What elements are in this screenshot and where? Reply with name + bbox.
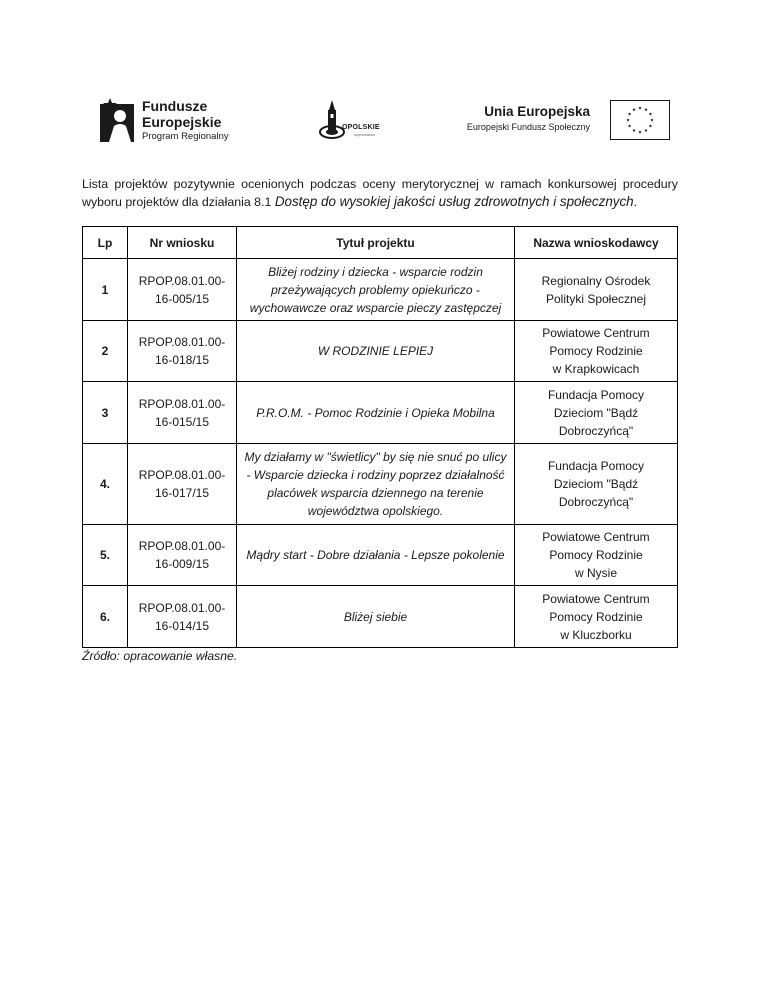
cell-applicant <box>515 382 678 444</box>
ue-line1: Unia Europejska <box>484 104 590 119</box>
applicant-line2: Polityki Społecznej <box>545 291 647 306</box>
table-row <box>83 321 678 382</box>
cell-title: My działamy w "świetlicy" by się nie snuć po ulicy - Wsparcie dziecka i rodziny poprzez działalność placówek wsparcia dziennego na terenie województwa opolskiego. <box>237 444 515 525</box>
cell-nr-wniosku <box>128 321 237 382</box>
table-row <box>83 259 678 321</box>
applicant-line3: Dobroczyńcą" <box>558 423 634 438</box>
intro-text: Lista projektów pozytywnie ocenionych podczas oceny merytorycznej w ramach konkursowej procedury wyboru projektów dla działania 8.1 <box>82 177 678 210</box>
cell-title: W RODZINIE LEPIEJ <box>237 321 515 382</box>
cell-applicant <box>515 321 678 382</box>
applicant-line1: Powiatowe Centrum <box>542 591 650 606</box>
cell-applicant <box>515 586 678 648</box>
nr-line1: RPOP.08.01.00- <box>138 335 226 349</box>
applicant-line3: Dobroczyńcą" <box>558 495 634 509</box>
intro-end: . <box>633 195 638 210</box>
cell-applicant <box>515 525 678 586</box>
applicant-line2: Pomocy Rodzinie <box>549 344 643 358</box>
applicant-line2: Dzieciom "Bądź <box>553 405 639 420</box>
fundusze-line2: Europejskie <box>142 114 222 130</box>
nr-line2: 16-005/15 <box>154 291 210 306</box>
header-lp: Lp <box>83 227 128 259</box>
nr-line1: RPOP.08.01.00- <box>138 468 226 482</box>
projects-table <box>82 226 678 648</box>
cell-lp: 4. <box>83 444 128 525</box>
applicant-line1: Fundacja Pomocy <box>547 459 645 473</box>
nr-line2: 16-009/15 <box>154 557 210 571</box>
cell-lp: 6. <box>83 586 128 648</box>
source-note: Źródło: opracowanie własne. <box>82 649 238 663</box>
nr-line2: 16-018/15 <box>154 353 210 367</box>
cell-lp: 1 <box>83 259 128 321</box>
applicant-line3: w Krapkowicach <box>552 362 640 376</box>
header-nr-wniosku: Nr wniosku <box>128 227 237 259</box>
intro-paragraph <box>82 175 678 211</box>
table-row <box>83 444 678 525</box>
opolskie-tower-icon <box>318 100 346 140</box>
applicant-line3: w Nysie <box>574 566 617 580</box>
nr-line1: RPOP.08.01.00- <box>138 600 226 615</box>
nr-line1: RPOP.08.01.00- <box>138 273 226 288</box>
applicant-line2: Dzieciom "Bądź <box>553 477 639 491</box>
nr-line2: 16-014/15 <box>154 618 210 633</box>
cell-title: Bliżej siebie <box>237 586 515 648</box>
opolskie-text: OPOLSKIE <box>342 124 380 131</box>
nr-line1: RPOP.08.01.00- <box>138 396 226 411</box>
cell-title: Bliżej rodziny i dziecka - wsparcie rodzin przeżywających problemy opiekuńczo - wychowawcze oraz wsparcie pieczy zastępczej <box>237 259 515 321</box>
nr-line2: 16-017/15 <box>154 486 210 500</box>
fundusze-star-figure-icon <box>100 96 138 142</box>
opolskie-logo <box>318 100 388 142</box>
cell-nr-wniosku <box>128 586 237 648</box>
nr-line1: RPOP.08.01.00- <box>138 539 226 553</box>
fundusze-europejskie-logo <box>100 96 270 144</box>
cell-applicant <box>515 444 678 525</box>
applicant-line2: Pomocy Rodzinie <box>549 548 643 562</box>
applicant-line1: Powiatowe Centrum <box>542 326 650 340</box>
fundusze-line3: Program Regionalny <box>142 131 229 142</box>
intro-measure-title: Dostęp do wysokiej jakości usług zdrowotnych i społecznych <box>274 194 634 210</box>
cell-title: P.R.O.M. - Pomoc Rodzinie i Opieka Mobilna <box>237 382 515 444</box>
cell-nr-wniosku <box>128 525 237 586</box>
applicant-line1: Fundacja Pomocy <box>547 387 645 402</box>
table-row <box>83 586 678 648</box>
cell-applicant <box>515 259 678 321</box>
applicant-line3: w Kluczborku <box>560 627 632 642</box>
applicant-line1: Powiatowe Centrum <box>542 530 650 544</box>
table-row <box>83 525 678 586</box>
nr-line2: 16-015/15 <box>154 414 210 429</box>
header-nazwa-wnioskodawcy: Nazwa wnioskodawcy <box>515 227 678 259</box>
opolskie-sub: województwo <box>354 133 375 137</box>
cell-lp: 5. <box>83 525 128 586</box>
header-tytul-projektu: Tytuł projektu <box>237 227 515 259</box>
cell-lp: 2 <box>83 321 128 382</box>
table-header-row <box>83 227 678 259</box>
applicant-line2: Pomocy Rodzinie <box>549 609 643 624</box>
ue-line2: Europejski Fundusz Społeczny <box>466 122 590 132</box>
applicant-line1: Regionalny Ośrodek <box>541 273 651 288</box>
table-row <box>83 382 678 444</box>
eu-flag-icon <box>610 100 670 140</box>
cell-nr-wniosku <box>128 444 237 525</box>
cell-lp: 3 <box>83 382 128 444</box>
cell-title: Mądry start - Dobre działania - Lepsze pokolenie <box>237 525 515 586</box>
cell-nr-wniosku <box>128 259 237 321</box>
fundusze-line1: Fundusze <box>142 98 208 114</box>
unia-europejska-logo <box>466 100 670 140</box>
cell-nr-wniosku <box>128 382 237 444</box>
